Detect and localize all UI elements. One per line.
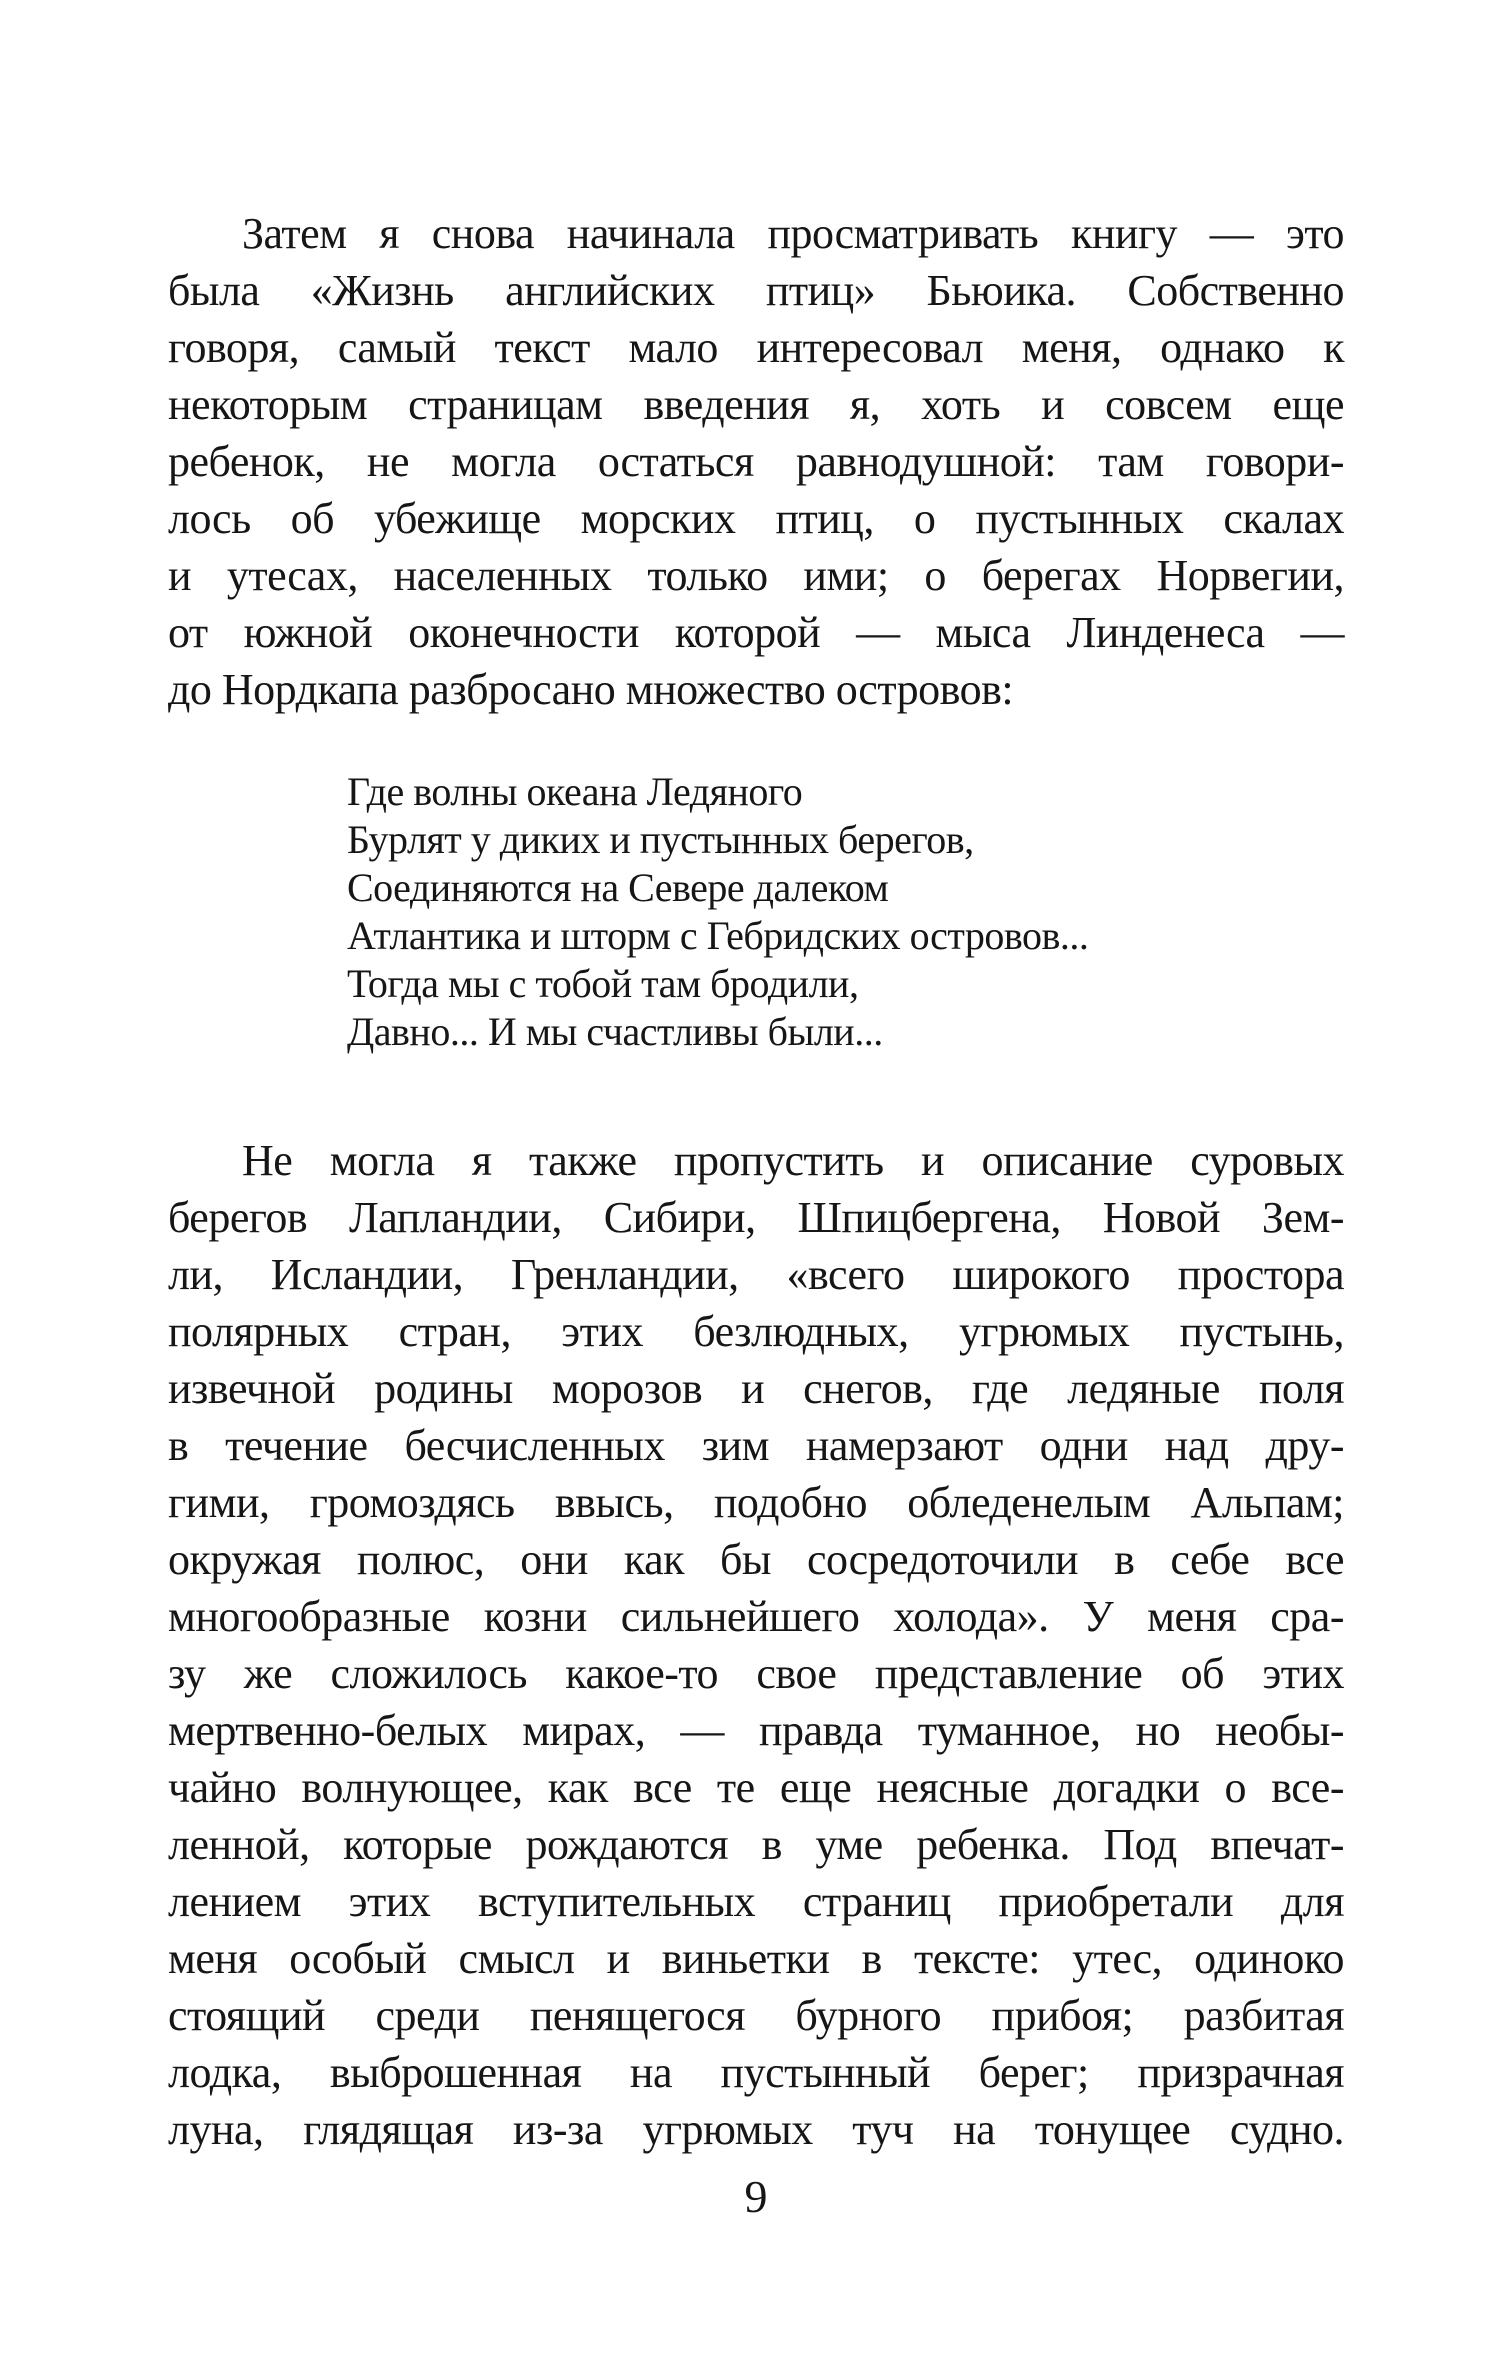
- text-line: стоящий среди пенящегося бурного прибоя; разбитая: [168, 1991, 1344, 2040]
- text-line: ли, Исландии, Гренландии, «всего широкого простора: [168, 1250, 1344, 1299]
- text-line: до Нордкапа разбросано множество островов:: [168, 665, 1014, 714]
- text-line: лось об убежище морских птиц, о пустынных скалах: [168, 494, 1344, 543]
- text-line: от южной оконечности которой — мыса Линденеса —: [168, 608, 1344, 657]
- page-number: 9: [744, 2171, 768, 2222]
- poem-line: Тогда мы с тобой там бродили,: [347, 961, 859, 1006]
- text-line: Не могла я также пропустить и описание суровых: [242, 1136, 1344, 1185]
- poem-line: Где волны океана Ледяного: [347, 769, 803, 814]
- paragraph-2: [168, 1132, 1344, 2158]
- text-line: многообразные козни сильнейшего холода». У меня сра-: [168, 1592, 1344, 1641]
- text-line: берегов Лапландии, Сибири, Шпицбергена, Новой Зем-: [168, 1193, 1344, 1242]
- text-line: зу же сложилось какое-то свое представление об этих: [168, 1649, 1344, 1698]
- poem-block: [347, 768, 1344, 1056]
- poem-line: Давно... И мы счастливы были...: [347, 1009, 883, 1054]
- text-line: в течение бесчисленных зим намерзают одни над дру-: [168, 1421, 1344, 1470]
- text-line: мертвенно-белых мирах, — правда туманное, но необы-: [168, 1706, 1344, 1755]
- poem-line: Бурлят у диких и пустынных берегов,: [347, 817, 974, 862]
- text-line: ленной, которые рождаются в уме ребенка. Под впечат-: [168, 1820, 1344, 1869]
- text-line: полярных стран, этих безлюдных, угрюмых пустынь,: [168, 1307, 1344, 1356]
- text-block: [168, 205, 1344, 2158]
- text-line: лодка, выброшенная на пустынный берег; призрачная: [168, 2048, 1344, 2097]
- text-line: окружая полюс, они как бы сосредоточили в себе все: [168, 1535, 1344, 1584]
- text-line: Затем я снова начинала просматривать книгу — это: [242, 209, 1344, 258]
- text-line: ребенок, не могла остаться равнодушной: там говори-: [168, 437, 1344, 486]
- poem-line: Соединяются на Севере далеком: [347, 865, 889, 910]
- text-line: чайно волнующее, как все те еще неясные догадки о все-: [168, 1763, 1344, 1812]
- text-line: меня особый смысл и виньетки в тексте: утес, одиноко: [168, 1934, 1344, 1983]
- poem-line: Атлантика и шторм с Гебридских островов...: [347, 913, 1089, 958]
- text-line: луна, глядящая из-за угрюмых туч на тонущее судно.: [168, 2105, 1344, 2154]
- text-line: была «Жизнь английских птиц» Бьюика. Собственно: [168, 266, 1344, 315]
- text-line: извечной родины морозов и снегов, где ледяные поля: [168, 1364, 1344, 1413]
- text-line: и утесах, населенных только ими; о берегах Норвегии,: [168, 551, 1344, 600]
- text-line: гими, громоздясь ввысь, подобно обледенелым Альпам;: [168, 1478, 1344, 1527]
- text-line: говоря, самый текст мало интересовал меня, однако к: [168, 323, 1344, 372]
- text-line: лением этих вступительных страниц приобретали для: [168, 1877, 1344, 1926]
- paragraph-1: [168, 205, 1344, 718]
- text-line: некоторым страницам введения я, хоть и совсем еще: [168, 380, 1344, 429]
